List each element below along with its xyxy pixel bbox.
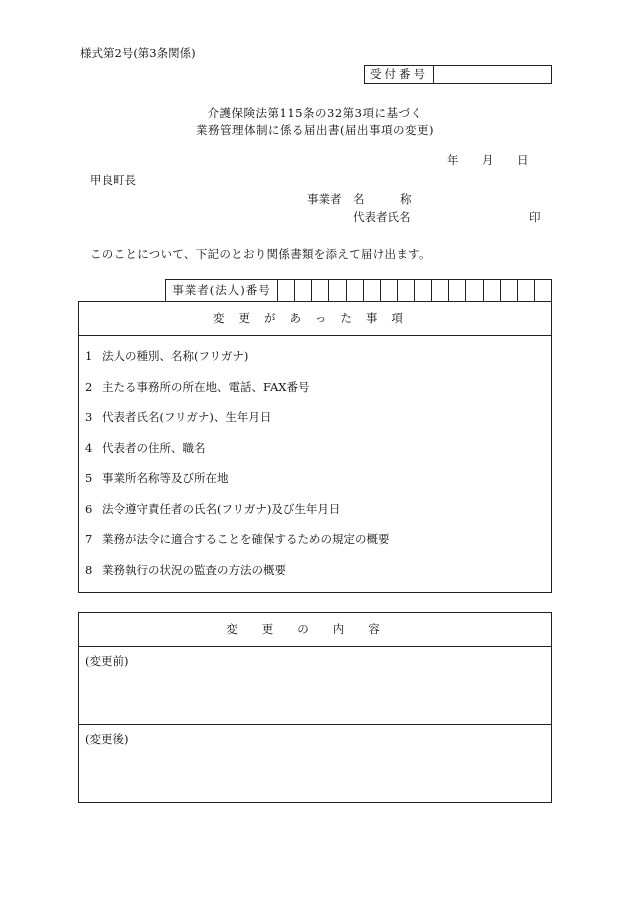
changed-item-text: 代表者氏名(フリガナ)、生年月日 [102,410,272,424]
date-day-label: 日 [517,153,529,167]
date-year-label: 年 [447,153,459,167]
changed-item-row [79,442,551,473]
corporation-number-cell[interactable] [501,280,518,301]
receipt-number-box [364,65,552,84]
changed-item-row [79,411,551,442]
corporation-number-cell[interactable] [432,280,449,301]
intro-text: このことについて、下記のとおり関係書類を添えて届け出ます。 [90,247,431,261]
changed-items-list [79,336,551,594]
corporation-number-cell[interactable] [535,280,551,301]
corporation-number-cell[interactable] [295,280,312,301]
receipt-number-label: 受付番号 [365,66,434,83]
changed-item-number: 6 [85,501,93,516]
changed-items-table [78,301,552,593]
changed-item-number: 4 [85,440,93,455]
applicant-name-label-part1: 名 [353,192,365,206]
changed-item-number: 2 [85,379,93,394]
changed-item-text: 業務執行の状況の監査の方法の概要 [102,562,286,577]
changed-item-row [79,472,551,503]
seal-mark: 印 [529,210,541,224]
changed-item-number: 3 [85,410,93,424]
changed-item-row [79,381,551,412]
changed-item-text: 法人の種別、名称(フリガナ) [102,349,249,363]
changed-item-row [79,503,551,534]
corporation-number-row [165,279,552,301]
applicant-business-label: 事業者 [307,192,342,206]
document-title-line2: 業務管理体制に係る届出書(届出事項の変更) [196,123,434,137]
before-change-field[interactable] [79,647,551,725]
changed-item-text: 業務が法令に適合することを確保するための規定の概要 [102,532,390,546]
applicant-name-label-part2: 称 [400,192,412,206]
changed-item-number: 1 [85,349,93,363]
changed-item-row [79,533,551,564]
date-month-label: 月 [482,153,494,167]
changed-item-number: 5 [85,471,93,485]
after-change-field[interactable] [79,725,551,803]
changed-item-text: 代表者の住所、職名 [102,440,206,455]
change-contents-table [78,612,552,803]
corporation-number-cell[interactable] [278,280,295,301]
corporation-number-label: 事業者(法人)番号 [166,280,278,301]
change-contents-header: 変更の内容 [79,613,551,647]
changed-item-text: 主たる事務所の所在地、電話、FAX番号 [102,379,310,394]
corporation-number-cells [278,280,551,301]
changed-items-header: 変更があった事項 [79,302,551,336]
changed-item-number: 8 [85,562,93,577]
document-title-line1: 介護保険法第115条の32第3項に基づく [207,106,423,120]
changed-item-text: 事業所名称等及び所在地 [102,471,229,485]
corporation-number-cell[interactable] [449,280,466,301]
corporation-number-cell[interactable] [518,280,535,301]
corporation-number-cell[interactable] [347,280,364,301]
form-number: 様式第2号(第3条関係) [80,46,196,60]
changed-item-row [79,350,551,381]
corporation-number-cell[interactable] [398,280,415,301]
corporation-number-cell[interactable] [381,280,398,301]
before-change-label: (変更前) [85,654,129,668]
corporation-number-cell[interactable] [415,280,432,301]
changed-item-number: 7 [85,532,93,546]
changed-item-row [79,564,551,595]
after-change-label: (変更後) [85,732,129,746]
corporation-number-cell[interactable] [364,280,381,301]
corporation-number-cell[interactable] [484,280,501,301]
addressee: 甲良町長 [90,173,136,187]
corporation-number-cell[interactable] [312,280,329,301]
representative-name-label: 代表者氏名 [353,210,411,224]
corporation-number-cell[interactable] [466,280,483,301]
changed-item-text: 法令遵守責任者の氏名(フリガナ)及び生年月日 [102,501,341,516]
corporation-number-cell[interactable] [329,280,346,301]
receipt-number-field[interactable] [434,66,551,83]
